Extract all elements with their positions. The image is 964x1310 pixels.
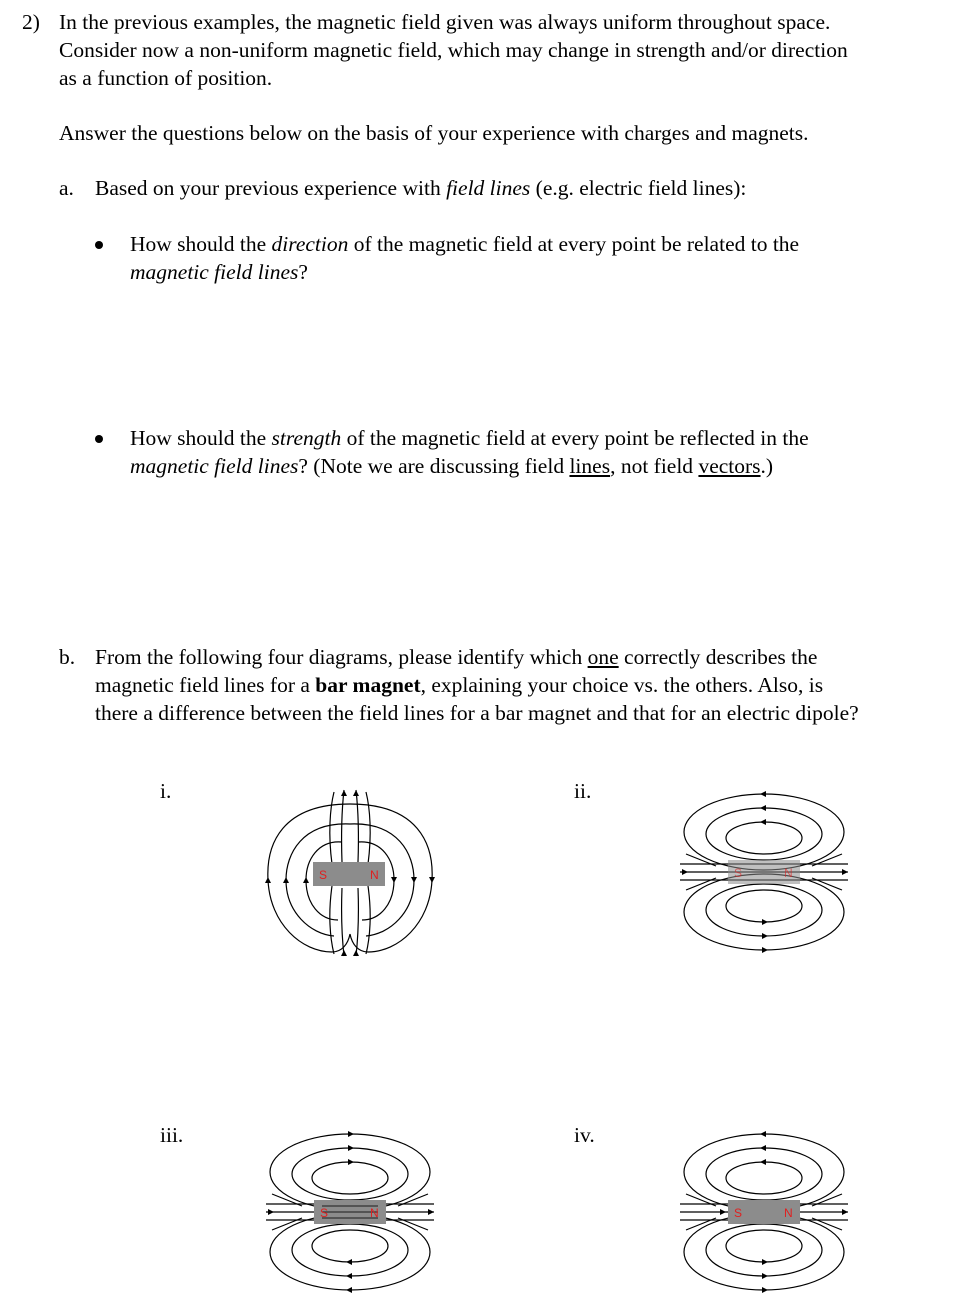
bullet-marker bbox=[95, 435, 103, 443]
bullet-2-line-1: How should the strength of the magnetic field at every point be reflected in the bbox=[130, 426, 809, 450]
diagram-label-iv: iv. bbox=[574, 1123, 595, 1147]
intro-line-2: Consider now a non-uniform magnetic field, which may change in strength and/or direction bbox=[59, 38, 848, 62]
bullet-1-line-1: How should the direction of the magnetic field at every point be related to the bbox=[130, 232, 800, 256]
bullet-1-line-2: magnetic field lines? bbox=[130, 260, 308, 284]
part-b-line-1: From the following four diagrams, please identify which one correctly describes the bbox=[95, 645, 818, 669]
intro-line-1: In the previous examples, the magnetic field given was always uniform throughout space. bbox=[59, 10, 831, 34]
field-diagram-iii bbox=[262, 1124, 438, 1300]
pole-label-n: N bbox=[370, 1206, 379, 1220]
pole-label-n: N bbox=[370, 868, 379, 882]
pole-label-n: N bbox=[784, 1206, 793, 1220]
pole-label-s: S bbox=[734, 1206, 743, 1220]
pole-label-s: S bbox=[320, 1206, 329, 1220]
intro-line-3: as a function of position. bbox=[59, 66, 273, 90]
part-a-label: a. bbox=[59, 176, 74, 200]
pole-label-s: S bbox=[734, 866, 743, 880]
field-diagram-iv bbox=[676, 1124, 852, 1300]
instruction: Answer the questions below on the basis of your experience with charges and magnets. bbox=[59, 121, 809, 145]
bullet-marker bbox=[95, 241, 103, 249]
diagram-label-iii: iii. bbox=[160, 1123, 184, 1147]
question-number: 2) bbox=[22, 10, 40, 34]
diagram-label-i: i. bbox=[160, 779, 172, 803]
diagram-label-ii: ii. bbox=[574, 779, 592, 803]
part-b-line-3: there a difference between the field lines for a bar magnet and that for an electric dipole? bbox=[95, 701, 859, 725]
pole-label-n: N bbox=[784, 866, 793, 880]
part-b-line-2: magnetic field lines for a bar magnet, explaining your choice vs. the others. Also, is bbox=[95, 673, 824, 697]
field-diagram-i bbox=[262, 784, 438, 960]
part-a-prompt: Based on your previous experience with field lines (e.g. electric field lines): bbox=[95, 176, 747, 200]
bullet-2-line-2: magnetic field lines? (Note we are discussing field lines, not field vectors.) bbox=[130, 454, 774, 478]
part-b-label: b. bbox=[59, 645, 76, 669]
pole-label-s: S bbox=[319, 868, 328, 882]
field-diagram-ii bbox=[676, 784, 852, 960]
